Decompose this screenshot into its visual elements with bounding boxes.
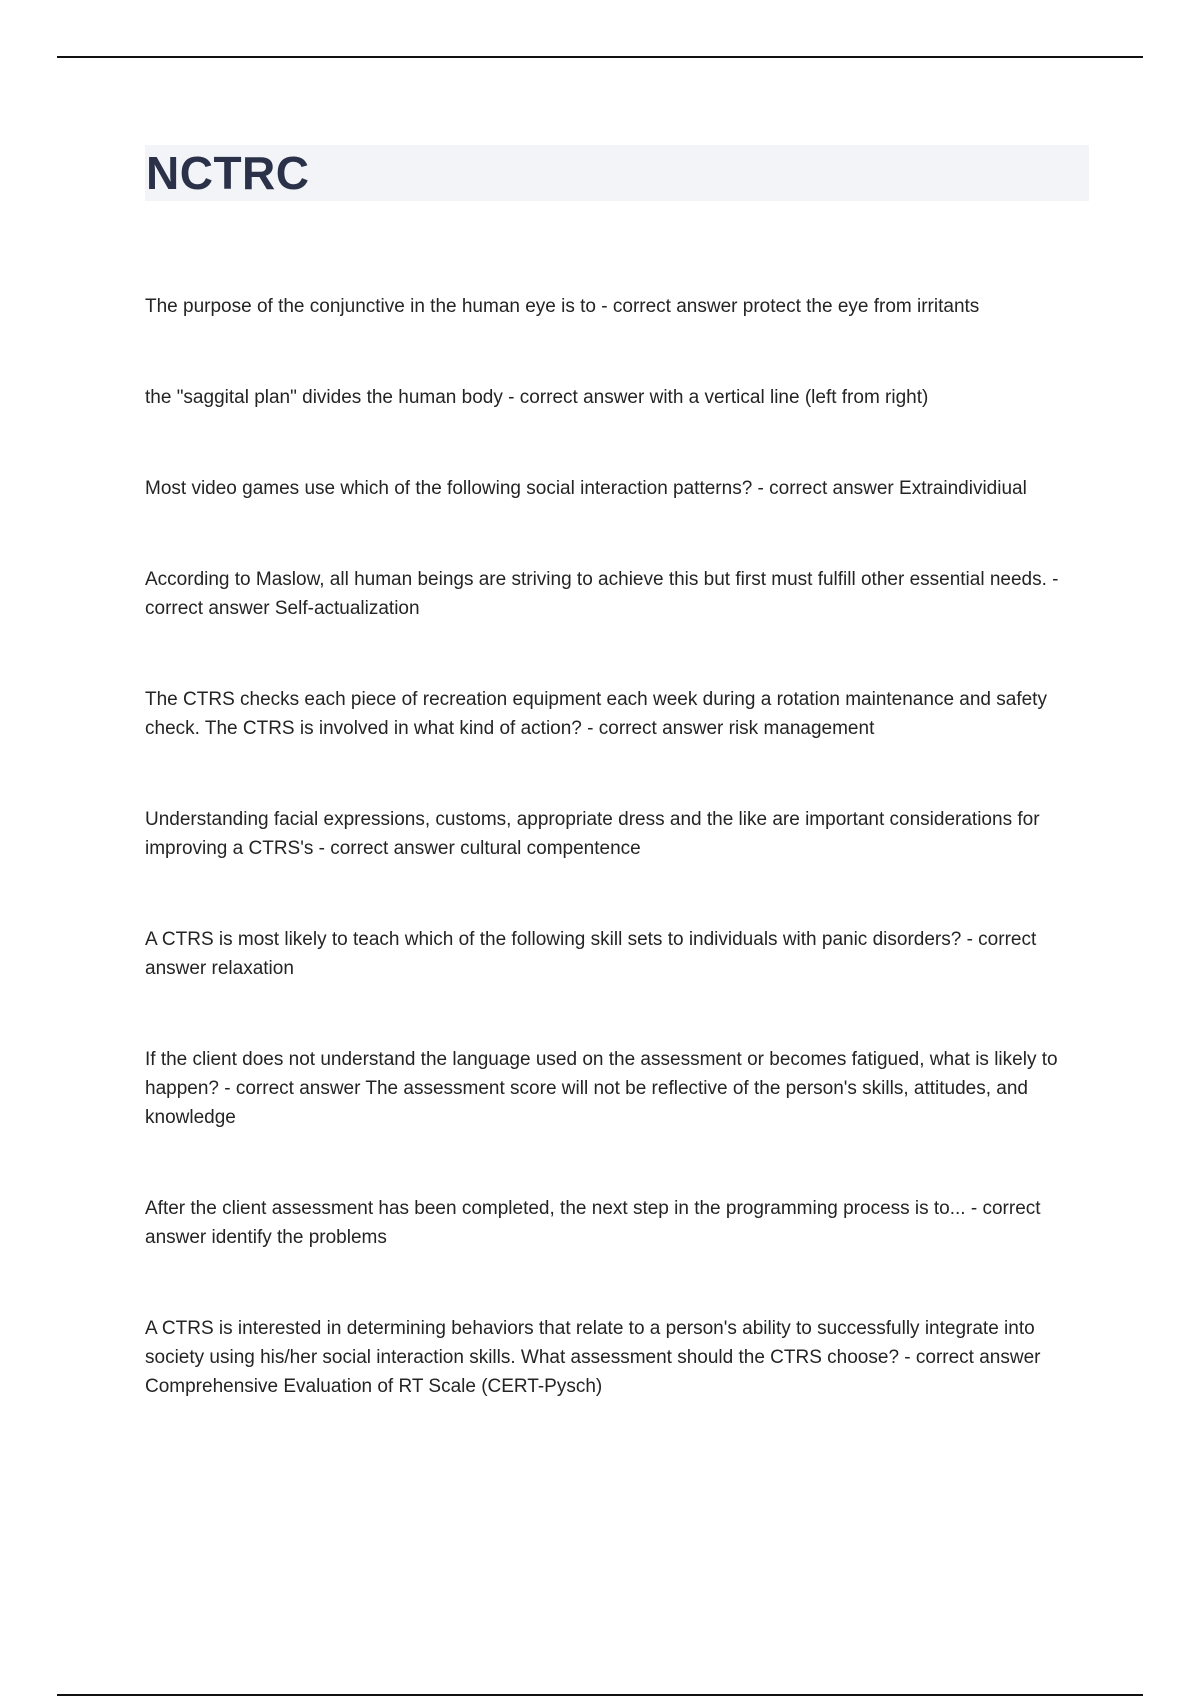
qa-item-6: Understanding facial expressions, customs, appropriate dress and the like are important considerations for improving a CTRS's - correct answer cultural compentence [145,809,1040,859]
header-rule [57,56,1143,58]
qa-item-9: After the client assessment has been completed, the next step in the programming process is to... - correct answer identify the problems [145,1198,1041,1248]
qa-item-8: If the client does not understand the language used on the assessment or becomes fatigued, what is likely to happen? - correct answer The assessment score will not be reflective of the person's skills, attitudes, and knowledge [145,1049,1058,1128]
qa-item-1: The purpose of the conjunctive in the human eye is to - correct answer protect the eye from irritants [145,296,980,317]
qa-item-2: the "saggital plan" divides the human body - correct answer with a vertical line (left from right) [145,387,929,408]
qa-item-4: According to Maslow, all human beings are striving to achieve this but first must fulfill other essential needs. - correct answer Self-actualization [145,569,1059,619]
qa-list [145,292,1085,1401]
qa-item-7: A CTRS is most likely to teach which of the following skill sets to individuals with panic disorders? - correct answer relaxation [145,929,1037,979]
qa-item-10: A CTRS is interested in determining behaviors that relate to a person's ability to successfully integrate into society using his/her social interaction skills. What assessment should the CTRS choose? - correct answer Comprehensive Evaluation of RT Scale (CERT-Pysch) [145,1318,1041,1397]
qa-item-5: The CTRS checks each piece of recreation equipment each week during a rotation maintenance and safety check. The CTRS is involved in what kind of action? - correct answer risk management [145,689,1047,739]
qa-item-3: Most video games use which of the following social interaction patterns? - correct answer Extraindividiual [145,478,1027,499]
document-title: NCTRC [146,147,310,199]
footer-rule [57,1694,1143,1696]
